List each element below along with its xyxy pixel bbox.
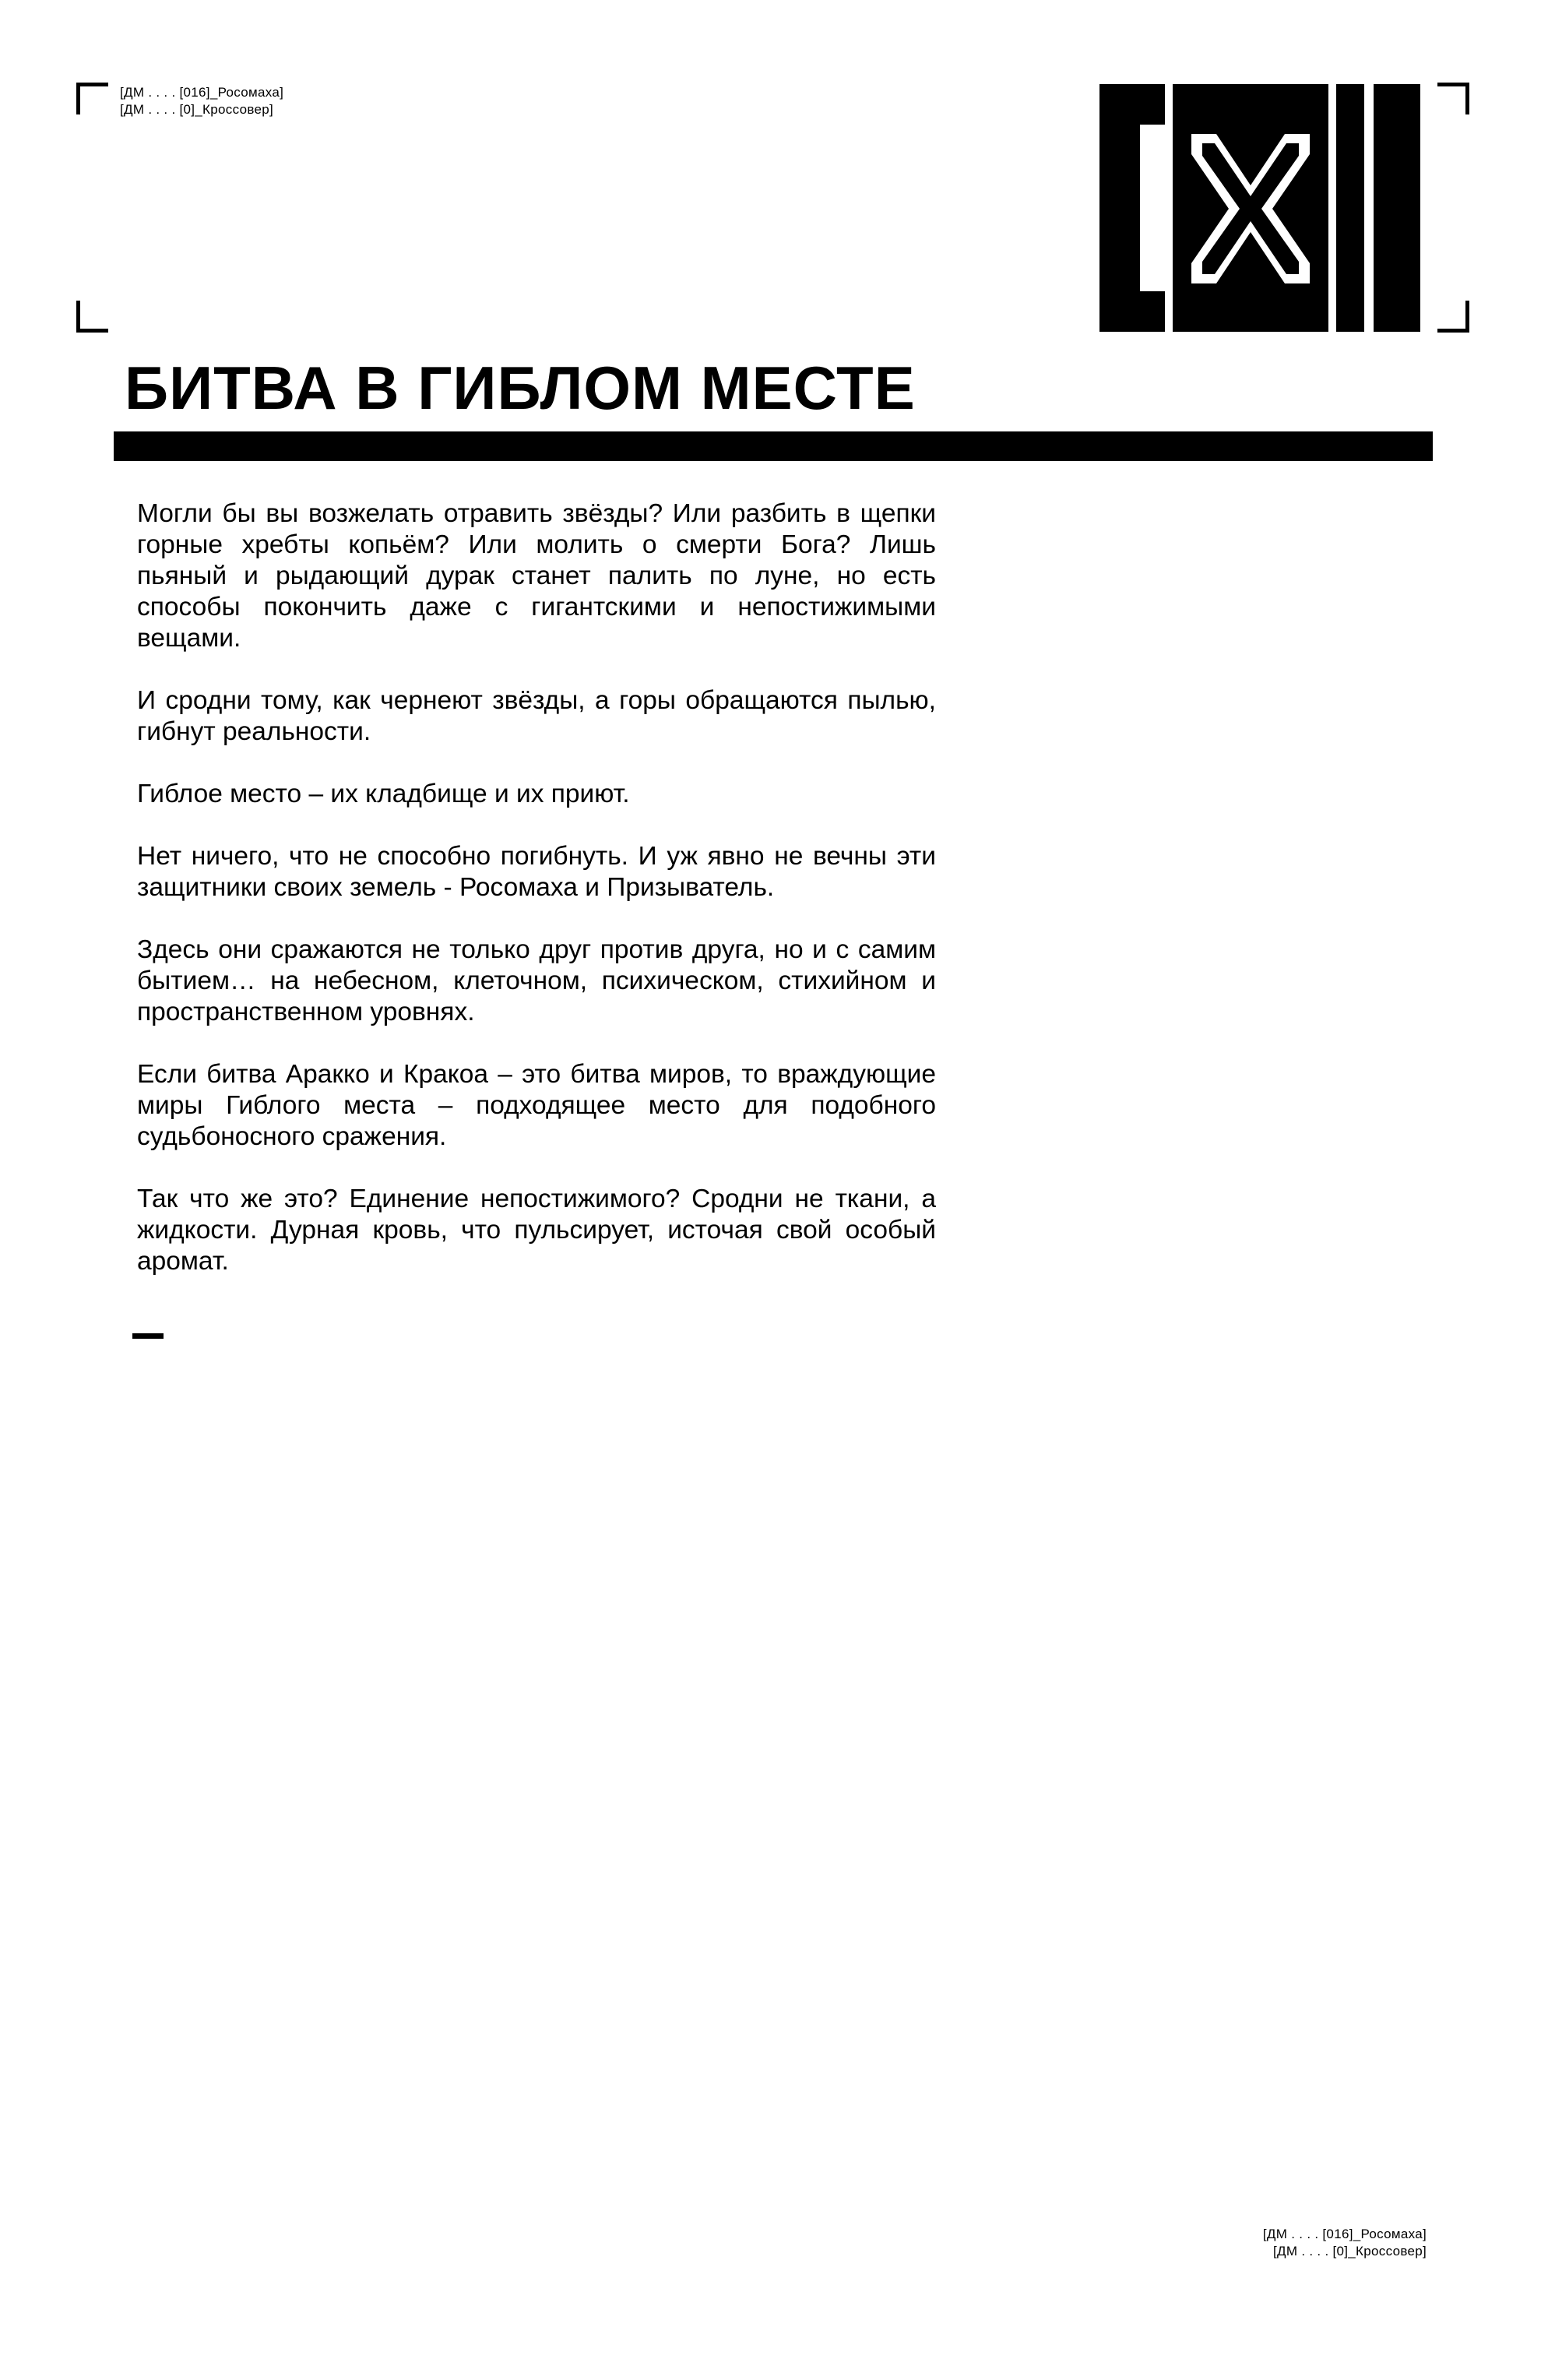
corner-bracket-bottom-right xyxy=(1437,301,1469,333)
article-body xyxy=(137,498,936,1308)
header-meta xyxy=(120,84,283,118)
header-meta-line: [ДМ . . . . [0]_Кроссовер] xyxy=(120,102,273,117)
footer-meta-line: [ДМ . . . . [0]_Кроссовер] xyxy=(1273,2244,1427,2259)
footer-meta xyxy=(1263,2226,1427,2260)
paragraph: Гиблое место – их кладбище и их приют. xyxy=(137,780,630,808)
article-title: БИТВА В ГИБЛОМ МЕСТЕ xyxy=(125,354,916,422)
header-meta-line: [ДМ . . . . [016]_Росомаха] xyxy=(120,85,284,100)
x-bracket-logo-icon xyxy=(1099,84,1420,332)
end-of-text-mark xyxy=(132,1333,164,1339)
paragraph: Здесь они сражаются не только друг против друга, но и с самим бытием… на небесном, клеточном, психическом, стихийном и пространственном уровнях. xyxy=(137,935,936,1026)
paragraph: Нет ничего, что не способно погибнуть. И уж явно не вечны эти защитники своих земель - Росомаха и Призыватель. xyxy=(137,842,936,902)
paragraph: Так что же это? Единение непостижимого? Сродни не ткани, а жидкости. Дурная кровь, что пульсирует, источая свой особый аромат. xyxy=(137,1185,936,1276)
title-underline-bar xyxy=(114,431,1433,461)
corner-bracket-bottom-left xyxy=(76,301,108,333)
paragraph: И сродни тому, как чернеют звёзды, а горы обращаются пылью, гибнут реальности. xyxy=(137,686,936,746)
corner-bracket-top-right xyxy=(1437,83,1469,114)
logo-right-bar xyxy=(1374,84,1420,332)
paragraph: Могли бы вы возжелать отравить звёзды? Или разбить в щепки горные хребты копьём? Или молить о смерти Бога? Лишь пьяный и рыдающий дурак станет палить по луне, но есть способы покончить даже с гигантскими и непостижимыми вещами. xyxy=(137,499,936,653)
footer-meta-line: [ДМ . . . . [016]_Росомаха] xyxy=(1262,2227,1427,2241)
corner-bracket-top-left xyxy=(76,83,108,114)
paragraph: Если битва Аракко и Кракоа – это битва миров, то враждующие миры Гиблого места – подходящее место для подобного судьбоносного сражения. xyxy=(137,1060,936,1151)
logo-right-bracket xyxy=(1336,84,1364,332)
logo-left-bracket xyxy=(1099,84,1165,332)
